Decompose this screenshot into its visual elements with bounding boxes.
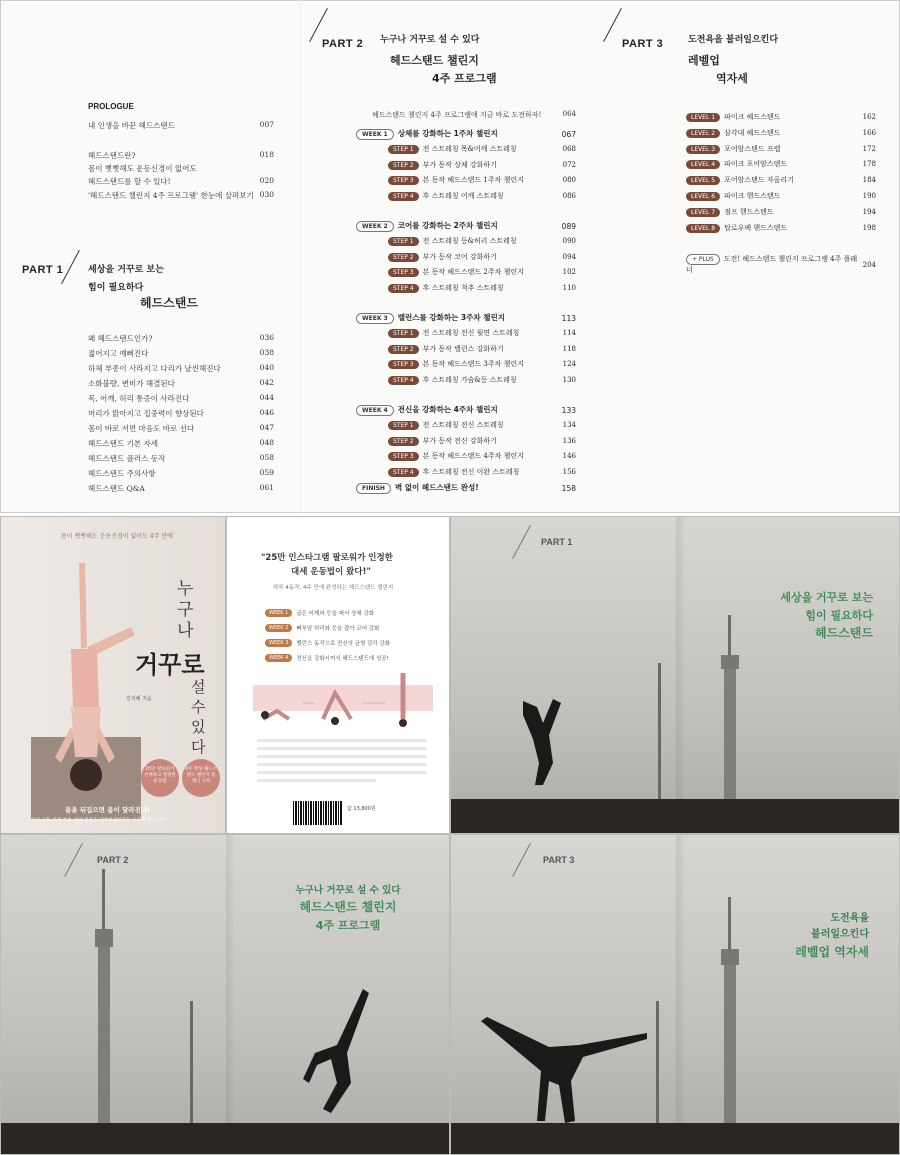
step-row (388, 160, 576, 170)
finish-text: 벽 없이 헤드스탠드 완성! (394, 483, 479, 492)
spread3-tower (707, 897, 753, 1125)
step-page: 134 (562, 421, 576, 429)
step-badge: STEP 1 (388, 145, 419, 154)
spread1-silhouette (513, 693, 573, 793)
cover-top-line: 몸이 뻣뻣해도 운동신경이 없어도 4주 만에 (61, 533, 173, 540)
level-row (686, 144, 876, 154)
toc-item-text: 헤드스탠드란? (88, 151, 136, 160)
spread1-label: PART 1 (541, 537, 573, 547)
table-of-contents-page (0, 0, 900, 513)
step-badge: STEP 2 (388, 437, 419, 446)
toc-item-text: 소화불량, 변비가 해결된다 (88, 379, 175, 388)
step-row (388, 267, 576, 277)
spread1-gutter (676, 517, 684, 834)
spread2-line1: 누구나 거꾸로 설 수 있다 (295, 885, 401, 896)
level-page: 178 (862, 160, 876, 169)
back-pose-sequence (253, 663, 433, 733)
step-title: 전 스트레칭 전신 뒷면 스트레칭 (422, 329, 520, 337)
part2-line3: 4주 프로그램 (432, 72, 497, 85)
week-row (356, 220, 576, 232)
toc-item-page: 042 (259, 378, 274, 387)
part1-item (88, 363, 274, 374)
back-week-badge: WEEK 1 (265, 609, 292, 617)
step-page: 094 (562, 252, 576, 261)
part1-line1: 세상을 거꾸로 보는 (88, 265, 164, 275)
step-page: 068 (562, 145, 576, 153)
finish-row (356, 482, 576, 494)
step-badge: STEP 2 (388, 345, 419, 354)
step-badge: STEP 2 (388, 253, 419, 262)
step-page: 090 (562, 237, 576, 245)
part1-item (88, 393, 274, 404)
cover-char: 있 (191, 718, 206, 736)
level-left (686, 175, 794, 185)
step-title: 전 스트레칭 등&허리 스트레칭 (422, 237, 517, 245)
step-left (388, 328, 519, 338)
plus-text: 도전! 헤드스탠드 챌린지 프로그램 4주 플래너 (686, 255, 858, 274)
week-row (356, 128, 576, 140)
part1-item (88, 378, 274, 389)
level-badge: LEVEL 2 (686, 129, 720, 138)
part1-item (88, 438, 274, 449)
spread2-line2: 헤드스탠드 챌린지 (299, 900, 397, 915)
level-title: 파이크 헤드스탠드 (724, 113, 781, 121)
level-title: 포어암스탠드 프렙 (724, 144, 781, 153)
level-page: 194 (862, 207, 876, 216)
level-left (686, 128, 780, 138)
back-week-text: 밸런스 동작으로 전신의 균형 감각 강화 (296, 641, 391, 647)
prologue-item (88, 120, 274, 131)
level-badge: LEVEL 1 (686, 113, 720, 122)
back-body-text (257, 739, 427, 782)
step-title: 부가 동작 밸런스 강화하기 (422, 344, 504, 353)
week-row (356, 312, 576, 324)
finish-badge: FINISH (356, 483, 391, 494)
book-back-cover (226, 516, 450, 834)
part1-item (88, 483, 274, 494)
level-badge: LEVEL 7 (686, 208, 720, 217)
step-row (388, 451, 576, 461)
step-page: 156 (562, 467, 576, 476)
level-left (686, 112, 780, 122)
level-row (686, 112, 876, 122)
spread3-ground (451, 1123, 899, 1155)
week-page: 113 (561, 313, 576, 323)
spread1-tower-small (653, 663, 667, 813)
cover-char: 설 (191, 678, 206, 696)
spread2-ground (1, 1123, 449, 1155)
spread1-line2: 힘이 필요하다 (805, 608, 873, 622)
level-badge: LEVEL 3 (686, 145, 720, 154)
cover-badge-2: 4주 완성 헤드스탠드 챌린지 플래너 수록 (182, 759, 220, 797)
toc-item-text: 하체 부종이 사라지고 다리가 날씬해진다 (88, 364, 221, 373)
week-badge: WEEK 1 (356, 129, 394, 140)
spread3-line3: 레벨업 역자세 (795, 945, 869, 959)
step-row (388, 344, 576, 354)
back-quote-1: "25만 인스타그램 팔로워가 인정한 (261, 553, 393, 563)
level-left (686, 159, 787, 169)
level-left (686, 223, 787, 233)
step-left (388, 359, 524, 369)
spread2-tower-small (185, 1001, 199, 1125)
level-page: 184 (862, 176, 876, 185)
toc-item-text: 헤드스탠드 플러스 동작 (88, 454, 166, 463)
back-week-row (265, 654, 389, 662)
spread1-line1: 세상을 거꾸로 보는 (780, 591, 873, 604)
level-row (686, 223, 876, 233)
spread1-slash (512, 525, 531, 559)
back-week-row (265, 639, 390, 647)
step-left (388, 283, 504, 293)
step-row (388, 175, 576, 185)
step-badge: STEP 2 (388, 161, 419, 170)
toc-item-page: 059 (259, 468, 274, 477)
level-title: 점프 핸드스탠드 (724, 207, 774, 216)
step-page: 072 (562, 160, 576, 169)
part3-spread (450, 834, 900, 1155)
cover-char: 나 (177, 621, 194, 641)
part3-line1: 도전욕을 불러일으킨다 (688, 35, 779, 45)
step-badge: STEP 4 (388, 284, 419, 293)
toc-item-page: 061 (259, 483, 274, 492)
step-badge: STEP 3 (388, 452, 419, 461)
spread2-silhouette (301, 987, 381, 1127)
prologue-item (88, 176, 274, 187)
plus-row (686, 254, 876, 275)
week-left (356, 312, 505, 324)
level-badge: LEVEL 8 (686, 224, 720, 233)
step-title: 전 스트레칭 전신 스트레칭 (422, 421, 504, 429)
toc-item-text: 젊어지고 예뻐진다 (88, 349, 149, 358)
spread3-label: PART 3 (543, 855, 575, 865)
toc-item-page: 030 (259, 190, 274, 199)
step-badge: STEP 3 (388, 360, 419, 369)
step-page: 080 (562, 176, 576, 184)
part1-item (88, 348, 274, 359)
spread1-line3: 헤드스탠드 (815, 626, 873, 641)
week-left (356, 404, 498, 416)
toc-item-page: 058 (259, 453, 274, 462)
step-left (388, 267, 524, 277)
cover-char: 구 (177, 600, 194, 620)
spread2-label: PART 2 (97, 855, 129, 865)
part1-item (88, 408, 274, 419)
toc-item-page: 046 (259, 408, 274, 417)
part2-spread (0, 834, 450, 1155)
step-page: 110 (562, 283, 576, 292)
step-badge: STEP 1 (388, 329, 419, 338)
step-row (388, 375, 576, 385)
level-left (686, 191, 780, 201)
step-title: 전 스트레칭 목&어깨 스트레칭 (422, 145, 517, 153)
finish-page: 158 (561, 483, 576, 493)
toc-item-page: 007 (259, 120, 274, 129)
step-left (388, 144, 517, 154)
step-left (388, 375, 517, 385)
toc-item-page: 047 (259, 423, 274, 432)
week-badge: WEEK 2 (356, 221, 394, 232)
cover-title-vertical-2 (191, 677, 211, 757)
step-row (388, 420, 576, 430)
level-badge: LEVEL 6 (686, 192, 720, 201)
part2-label: PART 2 (322, 38, 364, 50)
level-row (686, 191, 876, 201)
back-week-badge: WEEK 2 (265, 624, 292, 632)
prologue-item (88, 150, 274, 161)
step-badge: STEP 3 (388, 268, 419, 277)
step-title: 본 동작 헤드스탠드 1주차 챌린지 (422, 176, 524, 184)
step-left (388, 191, 504, 201)
toc-item-text: 머리가 맑아지고 집중력이 향상된다 (88, 409, 204, 418)
week-row (356, 404, 576, 416)
level-row (686, 175, 876, 185)
step-badge: STEP 1 (388, 421, 419, 430)
spread3-slash (512, 843, 531, 877)
week-page: 133 (561, 405, 576, 415)
toc-item-text: 헤드스탠드 기본 자세 (88, 439, 158, 448)
cover-title-vertical-1 (177, 579, 197, 642)
step-page: 130 (562, 375, 576, 384)
level-badge: LEVEL 4 (686, 160, 720, 169)
spread2-gutter (226, 835, 234, 1155)
part1-item (88, 333, 274, 344)
part3-slash (603, 8, 622, 42)
part3-line3: 역자세 (716, 72, 748, 85)
toc-item-page: 018 (259, 150, 274, 159)
step-row (388, 467, 576, 477)
part3-line2: 레벨업 (688, 54, 720, 67)
step-badge: STEP 4 (388, 468, 419, 477)
level-page: 190 (862, 192, 876, 200)
cover-char: 수 (191, 698, 206, 716)
toc-item-text: 내 인생을 바꾼 헤드스탠드 (88, 121, 175, 130)
week-left (356, 220, 498, 232)
spread3-title (795, 911, 869, 962)
spread3-tower-small (651, 1001, 665, 1125)
prologue-label: PROLOGUE (88, 102, 134, 111)
step-left (388, 236, 517, 246)
step-left (388, 451, 524, 461)
step-page: 124 (562, 360, 576, 368)
part1-item (88, 468, 274, 479)
level-title: 탑로우팩 핸드스탠드 (724, 223, 788, 232)
week-title: 상체를 강화하는 1주차 챌린지 (397, 129, 498, 138)
step-title: 부가 동작 상체 강화하기 (422, 160, 497, 169)
spread1-title (780, 589, 873, 643)
part2-slash (309, 8, 328, 42)
step-row (388, 436, 576, 446)
back-week-text: 전신을 강화시켜서 헤드스탠드에 성공! (296, 656, 389, 662)
spread1-ground (451, 799, 899, 834)
cover-author: 김지혜 지음 (126, 696, 152, 702)
step-left (388, 252, 497, 262)
step-left (388, 344, 504, 354)
step-page: 118 (562, 344, 576, 353)
toc-item-text: 몸이 바로 서면 마음도 바로 선다 (88, 424, 195, 433)
toc-item-page: 048 (259, 438, 274, 447)
level-left (686, 207, 774, 217)
step-badge: STEP 4 (388, 376, 419, 385)
week-badge: WEEK 4 (356, 405, 394, 416)
step-row (388, 236, 576, 246)
plus-page: 204 (862, 260, 876, 269)
toc-item-text: 몸이 뻣뻣해도 운동신경이 없어도 (88, 164, 197, 173)
week-left (356, 128, 498, 140)
toc-item-page: 044 (259, 393, 274, 402)
cover-bottom-1: 몸을 뒤집으면 몸이 달라진다! (65, 806, 151, 814)
prologue-item (88, 163, 274, 174)
back-quote-2: 대세 운동법이 왔다!" (291, 567, 371, 577)
step-badge: STEP 3 (388, 176, 419, 185)
level-row (686, 128, 876, 138)
part1-item (88, 423, 274, 434)
level-page: 198 (862, 223, 876, 232)
step-title: 후 스트레칭 어깨 스트레칭 (422, 191, 504, 200)
back-week-badge: WEEK 3 (265, 639, 292, 647)
toc-item-page: 040 (259, 363, 274, 372)
spread3-silhouette (479, 1011, 649, 1131)
step-page: 086 (562, 191, 576, 200)
step-page: 136 (562, 436, 576, 445)
part2-intro-page: 064 (562, 110, 576, 118)
toc-item-text: 왜 헤드스탠드인가? (88, 334, 153, 343)
toc-item-text: 헤드스탠드 주의사항 (88, 469, 156, 478)
part2-line1: 누구나 거꾸로 설 수 있다 (380, 35, 480, 45)
step-badge: STEP 1 (388, 237, 419, 246)
step-badge: STEP 4 (388, 192, 419, 201)
cover-title-big: 거꾸로 (135, 651, 205, 679)
plus-badge: + PLUS (686, 254, 720, 265)
barcode (293, 801, 343, 825)
step-title: 후 스트레칭 가슴&등 스트레칭 (422, 375, 517, 384)
spread2-title (263, 883, 433, 935)
step-row (388, 283, 576, 293)
part1-slash (61, 250, 80, 284)
spread1-tower (707, 615, 753, 815)
cover-char: 누 (177, 579, 194, 599)
level-left (686, 144, 780, 154)
part2-intro-text: 헤드스탠드 챌린지 4주 프로그램에 지금 바로 도전하자! (372, 111, 542, 119)
week-badge: WEEK 3 (356, 313, 394, 324)
step-title: 후 스트레칭 전신 이완 스트레칭 (422, 467, 520, 476)
step-title: 본 동작 헤드스탠드 2주차 챌린지 (422, 268, 524, 276)
cover-badge-1: 25만 팔로워가 선택하고 열광한 운동법 (141, 759, 179, 797)
toc-item-page: 020 (259, 176, 274, 185)
toc-item-text: 목, 어깨, 허리 통증이 사라진다 (88, 394, 190, 403)
back-week-text: 굽은 어깨와 등을 펴서 상체 강화 (296, 611, 375, 617)
step-left (388, 420, 504, 430)
level-page: 162 (862, 113, 876, 121)
level-page: 172 (862, 144, 876, 153)
step-row (388, 252, 576, 262)
part3-label: PART 3 (622, 38, 664, 50)
step-page: 146 (562, 452, 576, 460)
step-page: 114 (562, 329, 576, 337)
part2-line2: 헤드스탠드 챌린지 (390, 54, 479, 67)
step-title: 부가 동작 전신 강화하기 (422, 436, 497, 445)
step-title: 본 동작 헤드스탠드 4주차 챌린지 (422, 452, 524, 460)
week-page: 067 (561, 129, 576, 139)
toc-item-text: 헤드스탠드 Q&A (88, 484, 145, 493)
part1-spread (450, 516, 900, 834)
level-title: 삼각대 헤드스탠드 (724, 128, 781, 137)
spread2-line3: 4주 프로그램 (315, 919, 381, 933)
page-divider (300, 0, 301, 513)
cover-char: 다 (191, 738, 206, 756)
step-row (388, 359, 576, 369)
toc-item-page: 038 (259, 348, 274, 357)
week-page: 089 (561, 221, 576, 231)
step-page: 102 (562, 268, 576, 276)
cover-headstand-photo (31, 557, 141, 819)
level-title: 파이크 포어암스탠드 (724, 160, 788, 169)
part1-label: PART 1 (22, 264, 64, 276)
level-title: 파이크 핸드스탠드 (724, 192, 781, 200)
step-left (388, 160, 497, 170)
level-row (686, 207, 876, 217)
toc-item-text: 헤드스탠드를 할 수 있다! (88, 177, 171, 186)
step-title: 후 스트레칭 척추 스트레칭 (422, 283, 504, 292)
step-title: 본 동작 헤드스탠드 3주차 챌린지 (422, 360, 524, 368)
part1-item (88, 453, 274, 464)
step-row (388, 191, 576, 201)
back-week-row (265, 624, 379, 632)
week-title: 전신을 강화하는 4주차 챌린지 (397, 405, 498, 414)
week-title: 밸런스를 강화하는 3주차 챌린지 (397, 313, 505, 322)
back-price: 값 13,800원 (347, 806, 376, 812)
cover-bottom-2: 자세 교정, 하체 부종, 허리 통증을 단박에 잡아주는 유자세 헤드스탠드 (31, 818, 169, 823)
toc-item-text: '헤드스탠드 챌린지 4주 프로그램' 한눈에 살펴보기 (88, 191, 254, 200)
part1-line3: 헤드스탠드 (140, 296, 198, 310)
part1-line2: 힘이 필요하다 (88, 283, 144, 293)
part2-intro (372, 110, 576, 120)
step-left (388, 467, 519, 477)
book-front-cover (0, 516, 226, 834)
back-week-badge: WEEK 4 (265, 654, 292, 662)
spread2-tower (81, 869, 127, 1125)
level-badge: LEVEL 5 (686, 176, 720, 185)
step-left (388, 436, 497, 446)
level-row (686, 159, 876, 169)
back-week-text: 뻐부담 허리와 등을 잡아 코어 강화 (296, 626, 380, 632)
spread3-line1: 도전욕을 (830, 913, 869, 924)
level-page: 166 (862, 128, 876, 137)
spread3-line2: 불러일으킨다 (811, 929, 869, 940)
back-sub: 하루 4동작, 4주 만에 완성하는 헤드스탠드 챌린지 (273, 585, 394, 591)
step-row (388, 144, 576, 154)
level-title: 포어암스탠드 자올리기 (724, 176, 794, 185)
step-left (388, 175, 524, 185)
step-title: 부가 동작 코어 강화하기 (422, 252, 497, 261)
prologue-item (88, 190, 274, 201)
spread3-gutter (676, 835, 684, 1155)
toc-item-page: 036 (259, 333, 274, 342)
back-week-row (265, 609, 374, 617)
week-title: 코어를 강화하는 2주차 챌린지 (397, 221, 498, 230)
step-row (388, 328, 576, 338)
